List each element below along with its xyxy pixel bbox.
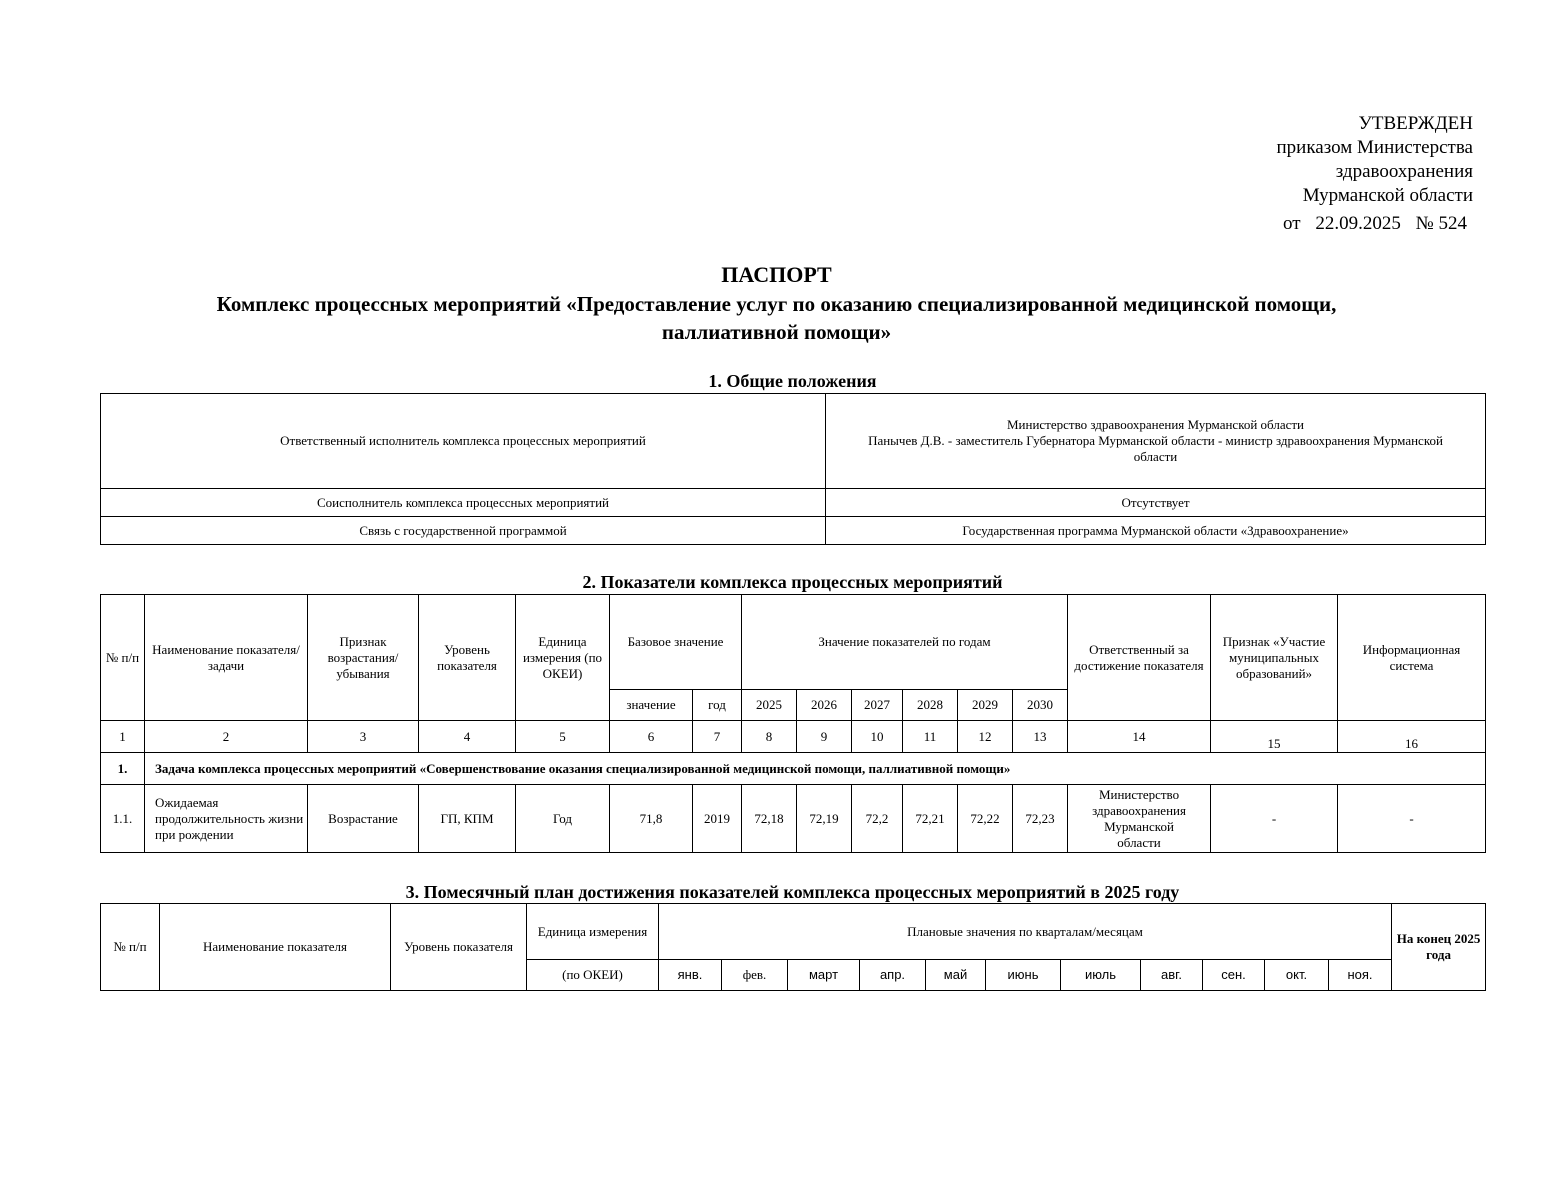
col-header-month: ноя. <box>1329 960 1392 991</box>
col-header-month: май <box>926 960 986 991</box>
approval-line: Мурманской области <box>1302 185 1473 206</box>
task-number: 1. <box>101 753 145 785</box>
table-row <box>101 489 1486 517</box>
col-number: 4 <box>419 721 516 753</box>
row-value <box>826 394 1486 489</box>
col-header-unit-okei: (по ОКЕИ) <box>527 960 659 991</box>
year-value: 72,19 <box>797 785 852 853</box>
approval-title: УТВЕРЖДЕН <box>1358 113 1473 134</box>
col-header-month: июль <box>1061 960 1141 991</box>
col-number: 16 <box>1338 721 1486 753</box>
col-header-municipal: Признак «Участие муниципальных образований» <box>1211 595 1338 721</box>
col-header-level: Уровень показателя <box>419 595 516 721</box>
col-header-name: Наименование показателя/задачи <box>145 595 308 721</box>
table-row <box>101 785 1486 853</box>
col-header-month: сен. <box>1203 960 1265 991</box>
col-number: 1 <box>101 721 145 753</box>
year-value: 72,21 <box>903 785 958 853</box>
col-header-unit: Единица измерения <box>527 904 659 960</box>
row-label: Ответственный исполнитель комплекса процессных мероприятий <box>101 394 826 489</box>
row-value: Государственная программа Мурманской области «Здравоохранение» <box>826 517 1486 545</box>
col-number: 14 <box>1068 721 1211 753</box>
col-header-base-value: значение <box>610 690 693 721</box>
approval-line: приказом Министерства <box>1276 137 1473 158</box>
indicators-table <box>100 594 1486 853</box>
responsible-org: Министерство здравоохранения Мурманской области <box>1068 785 1211 853</box>
col-header-month: фев. <box>722 960 788 991</box>
col-header-year: 2027 <box>852 690 903 721</box>
col-header-num: № п/п <box>101 595 145 721</box>
general-provisions-table <box>100 393 1486 545</box>
year-value: 72,22 <box>958 785 1013 853</box>
col-header-base: Базовое значение <box>610 595 742 690</box>
row-label: Связь с государственной программой <box>101 517 826 545</box>
task-text: Задача комплекса процессных мероприятий «Совершенствование оказания специализированной медицинской помощи, паллиативной помощи» <box>145 753 1486 785</box>
col-header-unit: Единица измерения (по ОКЕИ) <box>516 595 610 721</box>
col-header-end: На конец 2025 года <box>1392 904 1486 991</box>
col-header-plan: Плановые значения по кварталам/месяцам <box>659 904 1392 960</box>
col-number: 9 <box>797 721 852 753</box>
col-header-responsible: Ответственный за достижение показателя <box>1068 595 1211 721</box>
col-number: 11 <box>903 721 958 753</box>
row-number: 1.1. <box>101 785 145 853</box>
row-value: Отсутствует <box>826 489 1486 517</box>
indicator-unit: Год <box>516 785 610 853</box>
col-header-month: июнь <box>986 960 1061 991</box>
col-number: 6 <box>610 721 693 753</box>
approval-date <box>1283 213 1477 235</box>
table-row <box>101 394 1486 489</box>
col-header-infosys: Информационная система <box>1338 595 1486 721</box>
col-header-num: № п/п <box>101 904 160 991</box>
base-year: 2019 <box>693 785 742 853</box>
col-header-base-year: год <box>693 690 742 721</box>
page-subtitle: Комплекс процессных мероприятий «Предоставление услуг по оказанию специализированной медицинской помощи, паллиативной помощи» <box>216 292 1337 344</box>
info-system: - <box>1338 785 1486 853</box>
year-value: 72,2 <box>852 785 903 853</box>
col-header-month: март <box>788 960 860 991</box>
base-value: 71,8 <box>610 785 693 853</box>
col-header-year: 2026 <box>797 690 852 721</box>
header-row <box>101 904 1486 960</box>
header-row <box>101 595 1486 690</box>
col-header-year: 2025 <box>742 690 797 721</box>
indicator-name: Ожидаемая продолжительность жизни при рождении <box>145 785 308 853</box>
date-value: 22.09.2025 <box>1315 213 1401 234</box>
col-number: 12 <box>958 721 1013 753</box>
section3-heading: 3. Помесячный план достижения показателей комплекса процессных мероприятий в 2025 году <box>405 882 1180 902</box>
col-number: 3 <box>308 721 419 753</box>
col-header-month: окт. <box>1265 960 1329 991</box>
page-title: ПАСПОРТ <box>721 262 832 287</box>
value-line: Министерство здравоохранения Мурманской области <box>1006 417 1305 432</box>
col-number: 5 <box>516 721 610 753</box>
column-numbers-row <box>101 721 1486 753</box>
indicator-level: ГП, КПМ <box>419 785 516 853</box>
indicator-trend: Возрастание <box>308 785 419 853</box>
value-line: Панычев Д.В. - заместитель Губернатора Мурманской области - министр здравоохранения Мурманской области <box>868 433 1443 464</box>
col-number: 8 <box>742 721 797 753</box>
col-header-level: Уровень показателя <box>391 904 527 991</box>
col-header-name: Наименование показателя <box>160 904 391 991</box>
year-value: 72,18 <box>742 785 797 853</box>
col-header-month: янв. <box>659 960 722 991</box>
col-number: 7 <box>693 721 742 753</box>
row-label: Соисполнитель комплекса процессных мероприятий <box>101 489 826 517</box>
table-row <box>101 517 1486 545</box>
approval-block <box>1277 112 1473 208</box>
year-value: 72,23 <box>1013 785 1068 853</box>
col-number: 13 <box>1013 721 1068 753</box>
task-row <box>101 753 1486 785</box>
date-prefix: от <box>1283 213 1301 234</box>
col-header-month: апр. <box>860 960 926 991</box>
order-number: № 524 <box>1415 213 1467 234</box>
section1-heading: 1. Общие положения <box>708 371 877 391</box>
col-number: 2 <box>145 721 308 753</box>
col-number: 15 <box>1211 721 1338 753</box>
col-header-year: 2029 <box>958 690 1013 721</box>
col-header-month: авг. <box>1141 960 1203 991</box>
section2-heading: 2. Показатели комплекса процессных мероприятий <box>582 572 1003 592</box>
col-header-year: 2030 <box>1013 690 1068 721</box>
col-header-trend: Признак возрастания/ убывания <box>308 595 419 721</box>
monthly-plan-table <box>100 903 1486 991</box>
col-header-years: Значение показателей по годам <box>742 595 1068 690</box>
col-header-year: 2028 <box>903 690 958 721</box>
col-number: 10 <box>852 721 903 753</box>
approval-line: здравоохранения <box>1335 161 1473 182</box>
municipal-flag: - <box>1211 785 1338 853</box>
